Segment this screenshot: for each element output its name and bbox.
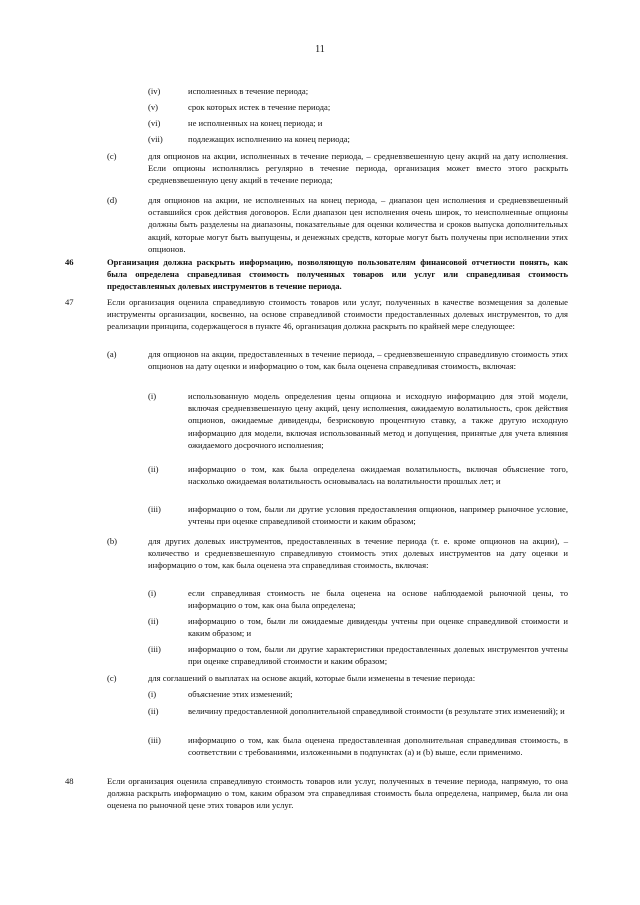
p47b-text: для других долевых инструментов, предоставленных в течение периода (т. е. кроме опционов на акции), – количество и средневзвешенную справедливую стоимость этих долевых инструментов на дату оценки и информацию о том, как была оценена эта справедливая стоимость, включая: — [148, 536, 568, 571]
p47c-iii-label: (iii) — [148, 735, 161, 745]
p47c-text: для соглашений о выплатах на основе акций, которые были изменены в течение периода: — [148, 673, 476, 683]
list-text-vii: подлежащих исполнению на конец периода; — [188, 134, 350, 144]
page-number: 11 — [315, 44, 325, 55]
p47c-ii-text: величину предоставленной дополнительной справедливой стоимости (в результате этих изменений); и — [188, 706, 565, 716]
p47b-iii-text: информацию о том, были ли другие характеристики предоставленных долевых инструментов учтены при оценке справедливой стоимости и каким образом; — [188, 644, 568, 667]
p47a-text: для опционов на акции, предоставленных в течение периода, – средневзвешенную справедливую стоимость этих опционов на дату оценки и информацию о том, как была оценена справедливая стоимость, включая: — [148, 349, 568, 372]
list-text-v: срок которых истек в течение периода; — [188, 102, 331, 112]
p47b-iii-label: (iii) — [148, 644, 161, 654]
p47c-ii-label: (ii) — [148, 706, 159, 716]
p47c-i-label: (i) — [148, 689, 157, 699]
list-text-vi: не исполненных на конец периода; и — [188, 118, 323, 128]
p47c-i-text: объяснение этих изменений; — [188, 689, 293, 699]
p47a-iii-text: информацию о том, были ли другие условия предоставления опционов, например рыночное условие, учтены при оценке справедливой стоимости и каким образом; — [188, 504, 568, 527]
p47b-i-text: если справедливая стоимость не была оценена на основе наблюдаемой рыночной цены, то информацию о том, как она была определена; — [188, 588, 568, 611]
para-47-text: Если организация оценила справедливую стоимость товаров или услуг, полученных в качестве возмещения за долевые инструменты организации, косвенно, на основе справедливой стоимости предоставленных долевых инструментов, то для реализации принципа, содержащегося в пункте 46, организация должна раскрыть по крайней мере следующее: — [107, 297, 568, 332]
para-46-text: Организация должна раскрыть информацию, позволяющую пользователям финансовой отчетности понять, как была определена справедливая стоимость полученных товаров или услуг или справедливая стоимость предоставленных долевых инструментов в течение периода. — [107, 257, 568, 292]
list-label-iv: (iv) — [148, 86, 161, 96]
para-48-number: 48 — [65, 776, 74, 786]
item-c-text: для опционов на акции, исполненных в течение периода, – средневзвешенную цену акций на дату исполнения. Если опционы исполнялись регулярно в течение периода, организация может вместо этого раскрыть средневзвешенную цену акций в течение периода; — [148, 151, 568, 186]
p47c-iii-text: информацию о том, как была оценена предоставленная дополнительная справедливая стоимость, в соответствии с требованиями, изложенными в подпунктах (a) и (b) выше, если применимо. — [188, 735, 568, 758]
list-label-vii: (vii) — [148, 134, 163, 144]
list-label-v: (v) — [148, 102, 159, 112]
p47c-label: (c) — [107, 673, 117, 683]
item-d-text: для опционов на акции, не исполненных на конец периода, – диапазон цен исполнения и средневзвешенный оставшийся срок действия договоров. Если диапазон цен исполнения очень широк, то неисполненные опционы должны быть разделены на диапазоны, показательные для оценки количества и сроков выпуска дополнительных акций, которые могут быть выпущены, и денежных средств, которые могут быть получены при исполнении этих опционов. — [148, 195, 568, 254]
list-label-vi: (vi) — [148, 118, 161, 128]
para-48-text: Если организация оценила справедливую стоимость товаров или услуг, полученных в течение периода, напрямую, то она должна раскрыть информацию о том, каким образом эта справедливая стоимость была определена, например, была ли она оценена по рыночной цене этих товаров или услуг. — [107, 776, 568, 811]
p47a-i-label: (i) — [148, 391, 157, 401]
p47a-i-text: использованную модель определения цены опциона и исходную информацию для этой модели, включая средневзвешенную цену акций, цену исполнения, ожидаемую волатильность, срок действия опционов, ожидаемые дивиденды, безрисковую процентную ставку, а также другую исходную информацию для модели, включая использованный метод и допущения, принятые для учета влияния ожидаемого досрочного исполнения; — [188, 391, 568, 450]
p47a-label: (a) — [107, 349, 117, 359]
para-47-number: 47 — [65, 297, 74, 307]
p47a-ii-text: информацию о том, как была определена ожидаемая волатильность, включая объяснение того, насколько ожидаемая волатильность основывалась на волатильности прошлых лет; и — [188, 464, 568, 487]
p47b-ii-text: информацию о том, были ли ожидаемые дивиденды учтены при оценке справедливой стоимости и каким образом; и — [188, 616, 568, 639]
para-46-number: 46 — [65, 257, 74, 267]
p47a-ii-label: (ii) — [148, 464, 159, 474]
list-text-iv: исполненных в течение периода; — [188, 86, 309, 96]
p47a-iii-label: (iii) — [148, 504, 161, 514]
item-d-label: (d) — [107, 195, 118, 205]
p47b-label: (b) — [107, 536, 118, 546]
p47b-ii-label: (ii) — [148, 616, 159, 626]
p47b-i-label: (i) — [148, 588, 157, 598]
item-c-label: (c) — [107, 151, 117, 161]
